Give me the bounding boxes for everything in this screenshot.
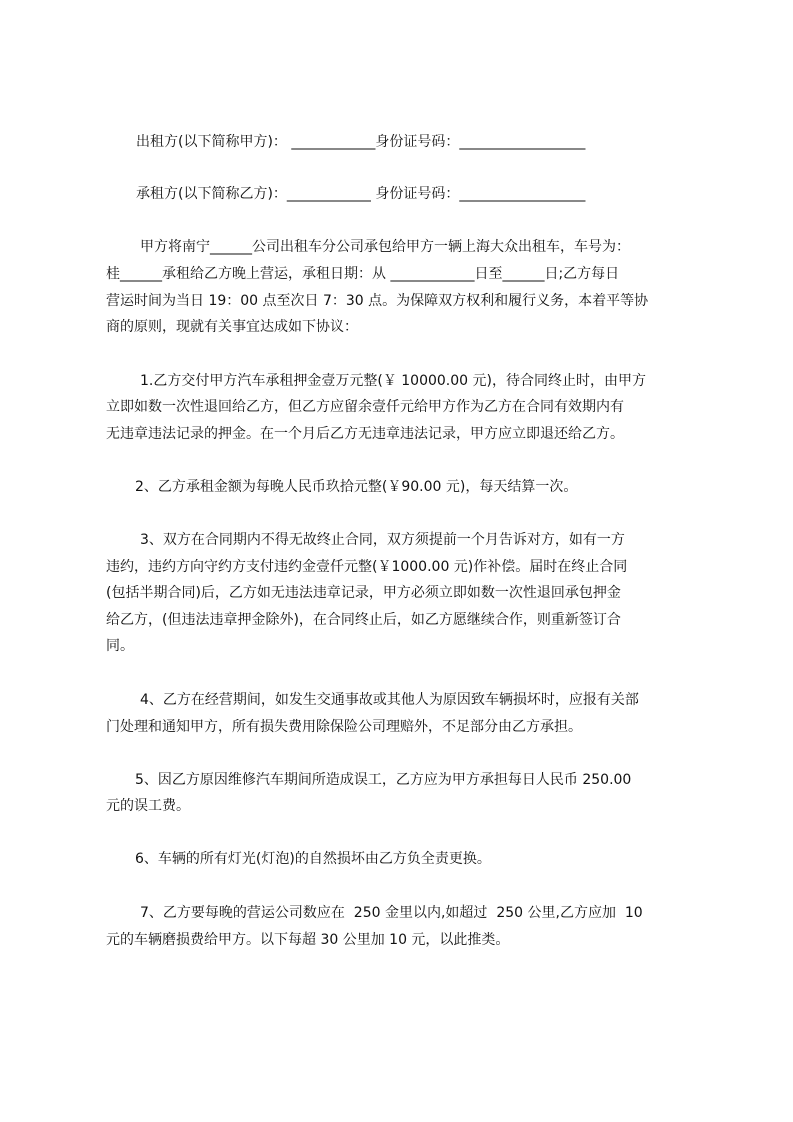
paragraph-line: 商的原则，现就有关事宜达成如下协议： — [106, 319, 358, 335]
paragraph-line: 营运时间为当日 19：00 点至次日 7：30 点。为保障双方权利和履行义务，本着平等协 — [106, 293, 649, 309]
paragraph-line: 甲方将南宁______公司出租车分公司承包给甲方一辆上海大众出租车，车号为： — [140, 239, 630, 255]
paragraph-line: 给乙方，(但违法违章押金除外)，在合同终止后，如乙方愿继续合作，则重新签订合 — [106, 612, 621, 628]
paragraph-line: 无违章违法记录的押金。在一个月后乙方无违章违法记录，甲方应立即退还给乙方。 — [106, 426, 624, 442]
paragraph-line: 4、乙方在经营期间，如发生交通事故或其他人为原因致车辆损坏时，应报有关部 — [140, 692, 639, 708]
paragraph-line: 元的误工费。 — [106, 798, 190, 814]
paragraph-line: 5、因乙方原因维修汽车期间所造成误工，乙方应为甲方承担每日人民币 250.00 — [135, 772, 632, 788]
paragraph-line: 2、乙方承租金额为每晚人民币玖拾元整(￥90.00 元)，每天结算一次。 — [135, 479, 578, 495]
paragraph-line: 元的车辆磨损费给甲方。以下每超 30 公里加 10 元，以此推类。 — [106, 932, 510, 948]
paragraph-line: 违约，违约方向守约方支付违约金壹仟元整(￥1000.00 元)作补偿。届时在终止合同 — [106, 559, 628, 575]
paragraph-line: 门处理和通知甲方，所有损失费用除保险公司理赔外，不足部分由乙方承担。 — [106, 719, 582, 735]
lessor-line: 出租方(以下简称甲方)： ____________身份证号码：__________________ — [136, 134, 586, 150]
paragraph-line: 6、车辆的所有灯光(灯泡)的自然损坏由乙方负全责更换。 — [135, 851, 491, 867]
paragraph-line: 3、双方在合同期内不得无故终止合同，双方须提前一个月告诉对方，如有一方 — [140, 532, 625, 548]
lessee-line: 承租方(以下简称乙方)：____________ 身份证号码：__________________ — [136, 186, 586, 202]
paragraph-line: 立即如数一次性退回给乙方，但乙方应留余壹仟元给甲方作为乙方在合同有效期内有 — [106, 399, 624, 415]
paragraph-line: 同。 — [106, 638, 134, 654]
paragraph-line: 1.乙方交付甲方汽车承租押金壹万元整(￥ 10000.00 元)，待合同终止时，由甲方 — [140, 373, 646, 389]
paragraph-line: 7、乙方要每晚的营运公司数应在 250 金里以内,如超过 250 公里,乙方应加 10 — [140, 905, 643, 921]
paragraph-line: (包括半期合同)后，乙方如无违法违章记录，甲方必须立即如数一次性退回承包押金 — [106, 585, 621, 601]
paragraph-line: 桂______承租给乙方晚上营运，承租日期：从 ____________日至______日;乙方每日 — [106, 266, 620, 282]
